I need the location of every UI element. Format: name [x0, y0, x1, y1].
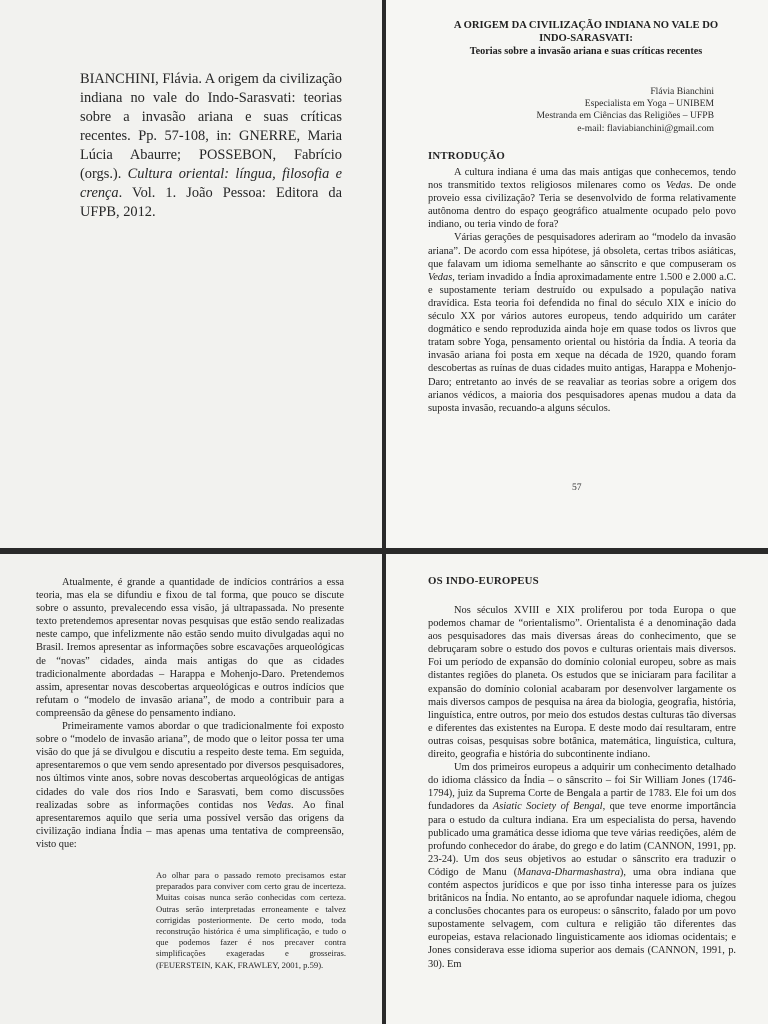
bl-p2-a: Primeiramente vamos abordar o que tradicionalmente foi exposto sobre o “modelo de invasão ariana”, de modo que o leitor possa ter uma visão do que já se divulgou e discutiu a respeito deste tema. Em seguida, apresentaremos o que vem sendo apresentado por diversos pesquisadores, nos últimos vinte anos, sobre novas descobertas arqueológicas de antigas cidades do vale dos rios Indo e Sarasvati, bem como discussões realizadas sobre as informações contidas nos: [36, 721, 344, 811]
ie-p2-a: Um dos primeiros europeus a adquirir um conhecimento detalhado do idioma clássico da Índia – o sânscrito – foi Sir William Jones (1746-1794), juiz da Suprema Corte de Bengala a partir de 1783. Ele foi um dos fundadores da: [428, 762, 736, 813]
bl-p2-b: . Ao final apresentaremos aquilo que seria uma possível versão das origens da civilização indiana Índia – mas apenas uma tentativa de compreensão, visto que:: [36, 799, 344, 850]
ie-paragraph-1: Nos séculos XVIII e XIX proliferou por toda Europa o que podemos chamar de “orientalismo”. Orientalista é a denominação dada aos pesquisadores das mais diversas áreas do conhecimento, que se debruçaram sobre o estudo dos povos e culturas orientais mais diversos. Foi um período de expansão do domínio colonial europeu, sobre as mais distantes regiões do planeta. Os estudos que se iniciaram para facilitar a expansão do domínio colonial acabaram por desenvolver largamente os mais diversos campos de pesquisa na área da biologia, geografia, história, linguística, entre outros, por meio dos estudos destas culturas tão diversas e diferentes das existentes na Europa. E deste modo daí resultaram, entre outras coisas, pesquisas sobre botânica, matemática, linguística, cultura, direito, geografia e história do subcontinente indiano.: [428, 605, 736, 761]
intro-p2-italic: Vedas: [428, 271, 453, 283]
article-title: [416, 20, 756, 59]
bl-paragraph-2: [36, 720, 344, 851]
ie-p2-c: ), uma obra indiana que contém aspectos jurídicos e que por isso tinha interesse para os juízes britânicos na Índia. No entanto, ao se aprofundar naquele idioma, chegou a conclusões chocantes para os europeus: o sânscrito, falado por um povo supostamente selvagem, com cultura e religião tão diferentes das europeias, estava relacionado linguisticamente aos idiomas ocidentais; e Jones considerava esse idioma superior aos demais (CANNON, 1991, p. 30). Em: [428, 866, 736, 970]
ie-p2-italic-2: Manava-Dharmashastra: [517, 866, 620, 878]
bl-paragraph-1: Atualmente, é grande a quantidade de indícios contrários a essa teoria, mas ela se difundiu e fixou de tal forma, que pouco se discute sobre o assunto, prevalecendo essa visão, já ultrapassada. No presente texto pretendemos apresentar novas pesquisas que estão sendo realizadas neste campo, que infelizmente não estão sendo muito divulgadas aqui no Brasil. Iremos apresentar as informações sobre escavações arqueológicas de “novas” cidades, ainda mais antigas do que as cidades tradicionalmente abordadas – Harappa e Mohenjo-Daro. Pretendemos assim, apresentar novas descobertas arqueológicas e outros indícios que refutam o “modelo de invasão ariana”, de modo a contribuir para a compreensão da gênese do pensamento indiano.: [36, 577, 344, 719]
title-line-1: A ORIGEM DA CIVILIZAÇÃO INDIANA NO VALE DO: [453, 20, 719, 31]
author-email: e-mail: flaviabianchini@gmail.com: [577, 122, 714, 134]
author-name: Flávia Bianchini: [650, 86, 714, 97]
heading-indo-europeus: OS INDO-EUROPEUS: [428, 575, 539, 587]
author-role-1: Especialista em Yoga – UNIBEM: [584, 98, 714, 110]
page-number: 57: [572, 482, 582, 493]
page-citation: [0, 0, 382, 548]
ie-p2-italic-1: Asiatic Society of Bengal: [492, 801, 603, 813]
author-role-2: Mestranda em Ciências das Religiões – UFPB: [536, 110, 714, 122]
block-quote: Ao olhar para o passado remoto precisamos estar preparados para conviver com certo grau de incerteza. Muitas coisas nunca serão conhecidas com certeza. Outras serão interpretadas erroneamente e talvez corrigidas posteriormente. De certo modo, toda reconstrução histórica é uma simplificação, e tudo o que podemos fazer é nos precaver contra simplificações exageradas e grosseiras. (FEUERSTEIN, KAK, FRAWLEY, 2001, p.59).: [156, 870, 346, 970]
citation-text: BIANCHINI, Flávia. A origem da civilização indiana no vale do Indo-Sarasvati: teorias sobre a invasão ariana e suas críticas recentes. Pp. 57-108, in: GNERRE, Maria Lúcia Abaurre; POSSEBON, Fabrício (orgs.).: [80, 71, 342, 182]
intro-p1-b: . De onde proveio essa civilização? Teria se desenvolvido de forma relativamente autônoma dentro do espaço geográfico atualmente ocupado pelo povo indiano, ou teria vindo de fora?: [428, 180, 737, 231]
intro-paragraph-2: [428, 231, 736, 414]
intro-p1-a: A cultura indiana é uma das mais antigas que conhecemos, tendo nos transmitido textos religiosos milenares como os: [428, 167, 736, 192]
intro-p2-a: Várias gerações de pesquisadores aderiram ao “modelo da invasão ariana”. De acordo com essa hipótese, já obsoleta, certas tribos asiáticas, que falavam um idioma semelhante ao sânscrito e que compuseram os: [428, 232, 736, 270]
bl-p2-italic: Vedas: [266, 799, 292, 811]
ie-paragraph-2: [428, 761, 736, 971]
citation-publisher: . Vol. 1. João Pessoa: Editora da UFPB, 2012.: [80, 185, 342, 220]
citation-book-title: Cultura oriental: língua, filosofia e crença: [80, 166, 342, 201]
indo-europeus-text: [428, 604, 736, 971]
author-block: [454, 86, 714, 135]
ie-p2-b: , que teve enorme importância para o estudo da cultura indiana. Era um especialista do persa, havendo publicado uma gramática desse idioma que teve várias reedições, além de profundo conhecedor do árabe, do grego e do latim (CANNON, 1991, pp. 23-24). Um dos seus objetivos ao estudar o sânscrito era traduzir o Código de Manu (: [428, 801, 737, 878]
intro-paragraph-1: [428, 166, 736, 231]
intro-p1-italic: Vedas: [665, 180, 691, 192]
title-line-2: INDO-SARASVATI:: [539, 32, 633, 44]
citation: [80, 70, 342, 222]
heading-introducao: INTRODUÇÃO: [428, 150, 505, 162]
article-subtitle: Teorias sobre a invasão ariana e suas críticas recentes: [469, 46, 703, 57]
introduction-text: [428, 166, 736, 415]
intro-p2-b: , teriam invadido a Índia aproximadamente entre 1.500 e 2.000 a.C. e supostamente teriam destruído ou expulsado a população nativa dravídica. Esta teoria foi defendida no final do século XIX e início do século XX por vários autores europeus, tendo adquirido um caráter dogmático e sendo reproduzida ainda hoje em quase todos os livros que tratam sobre Yoga, pensamento oriental ou história da Índia. A teoria da invasão ariana foi posta em xeque na década de 1920, quando foram descobertas as ruínas de duas cidades muito antigas, Harappa e Mohenjo-Daro; entretanto ao invés de se reavaliar as teorias sobre a origem dos arianos védicos, a maioria dos pesquisadores apenas mudou a data da suposta invasão, recuando-a alguns séculos.: [428, 271, 736, 414]
bottom-left-text: [36, 576, 344, 851]
